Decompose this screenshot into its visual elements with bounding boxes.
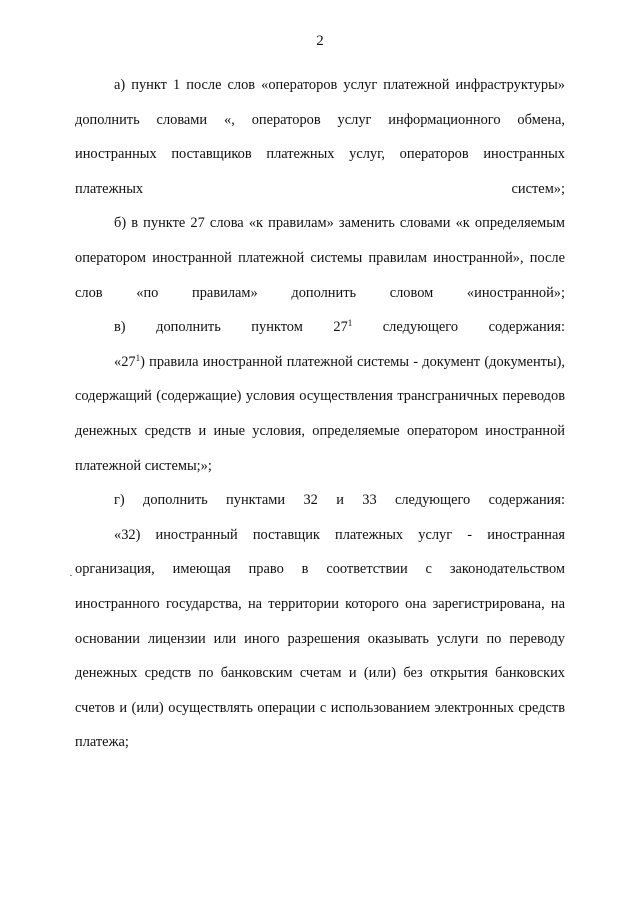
paragraph-v bbox=[75, 310, 565, 345]
superscript: 1 bbox=[135, 352, 141, 363]
paragraph-v-definition bbox=[75, 345, 565, 483]
definition-text-after: ) правила иностранной платежной системы - документ (документы), содержащий (содержащие) условия осуществления трансграничных переводов денежных средств и иные условия, определяемые оператором иностранной платежной системы;»; bbox=[75, 353, 565, 474]
paragraph-g: г) дополнить пунктами 32 и 33 следующего содержания: bbox=[114, 492, 565, 509]
page-number: 2 bbox=[316, 33, 324, 49]
superscript: 1 bbox=[347, 318, 353, 329]
paragraph-b: б) в пункте 27 слова «к правилам» заменить словами «к определяемым оператором иностранной платежной системы правилам иностранной», после слов «по правилам» дополнить словом «иностранной»; bbox=[75, 215, 565, 301]
document-body bbox=[75, 68, 565, 760]
margin-mark bbox=[70, 575, 72, 576]
paragraph-a: а) пункт 1 после слов «операторов услуг платежной инфраструктуры» дополнить словами «, операторов услуг информационного обмена, иностранных поставщиков платежных услуг, операторов иностранных платежных систем»; bbox=[75, 77, 565, 197]
paragraph-g-definition: «32) иностранный поставщик платежных услуг - иностранная организация, имеющая право в соответствии с законодательством иностранного государства, на территории которого она зарегистрирована, на основании лицензии или иного разрешения оказывать услуги по переводу денежных средств по банковским счетам и (или) без открытия банковских счетов и (или) осуществлять операции с использованием электронных средств платежа; bbox=[75, 526, 565, 751]
definition-text: «27 bbox=[114, 353, 136, 370]
paragraph-v-text-after: следующего содержания: bbox=[352, 319, 565, 336]
paragraph-v-text: в) дополнить пунктом 27 bbox=[114, 319, 348, 336]
